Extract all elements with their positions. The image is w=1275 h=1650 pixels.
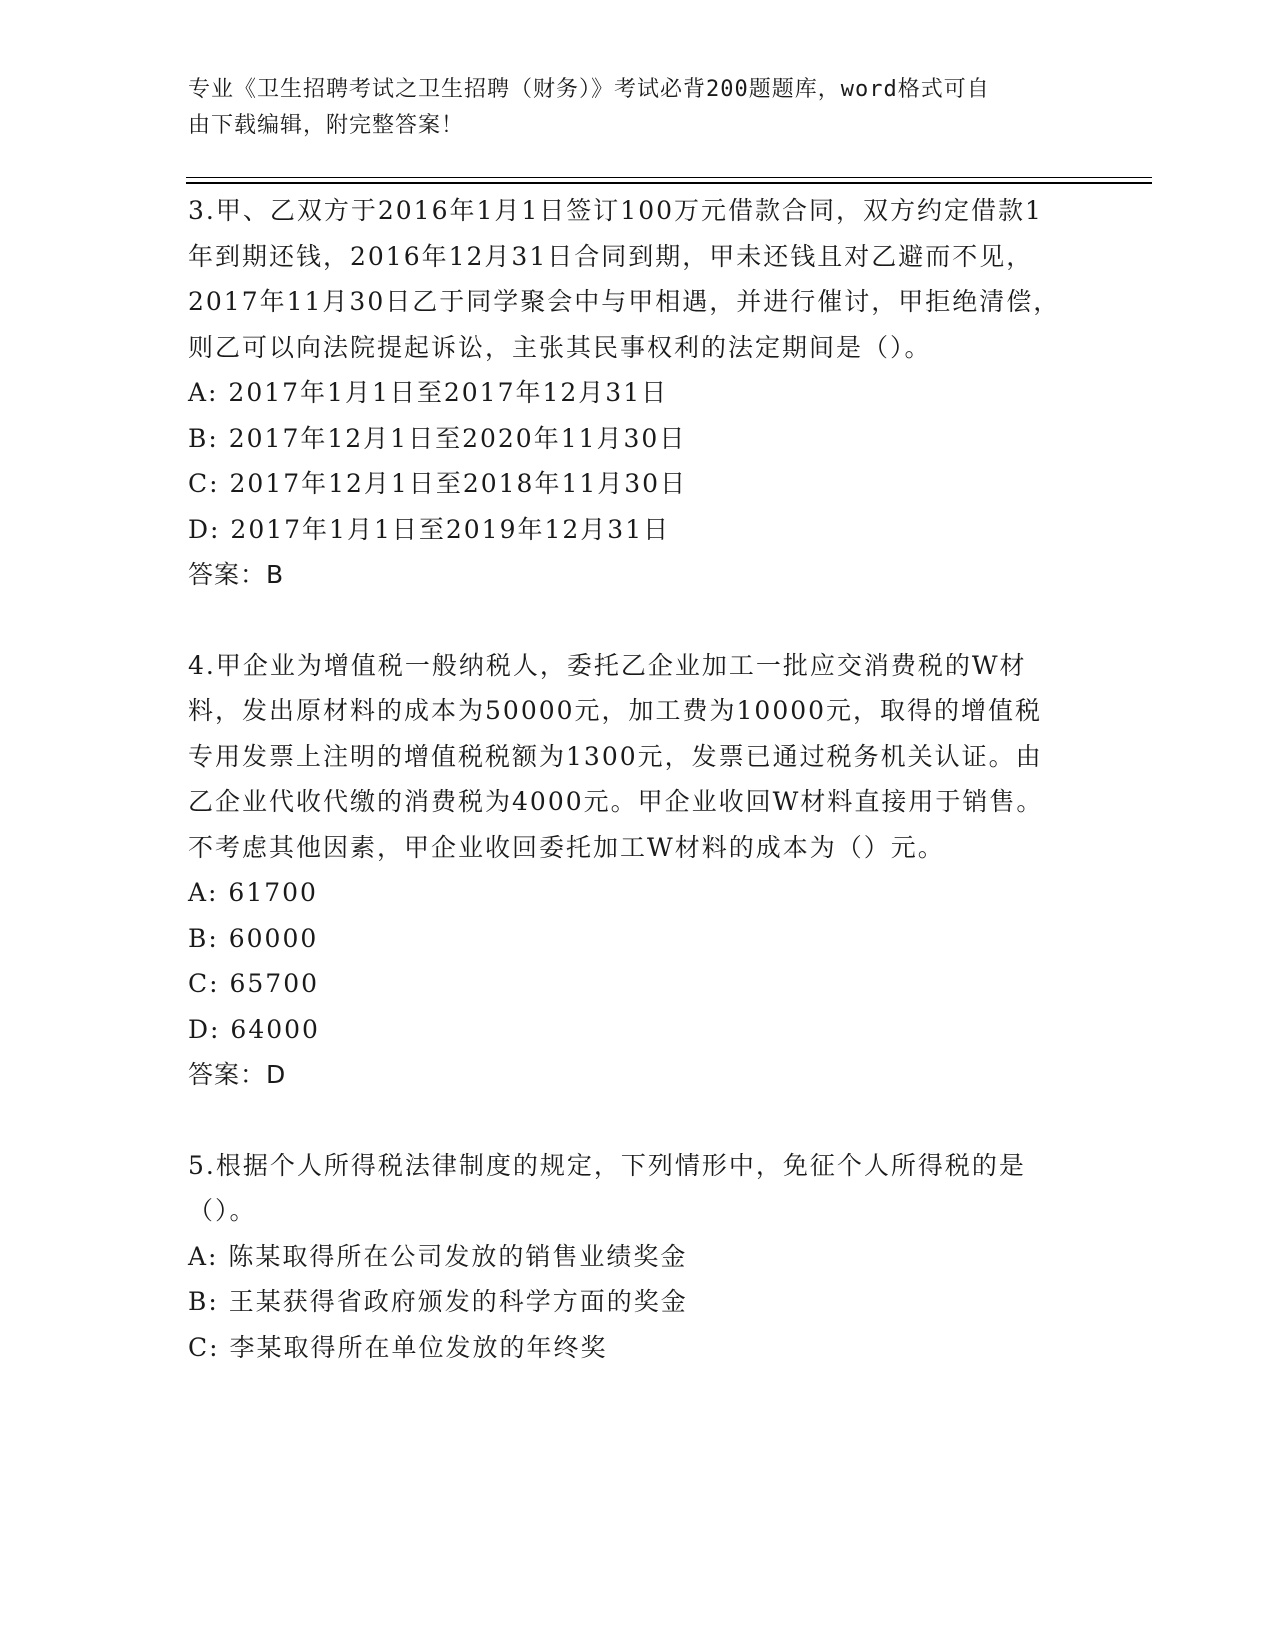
header-line-1: 专业《卫生招聘考试之卫生招聘（财务）》考试必背200题题库，word格式可自 — [188, 77, 990, 102]
option-d: D: 64000 — [188, 1014, 320, 1044]
header-line-2: 由下载编辑，附完整答案！ — [188, 113, 465, 138]
question-stem: 4.甲企业为增值税一般纳税人，委托乙企业加工一批应交消费税的W材料，发出原材料的成本为50000元，加工费为10000元，取得的增值税专用发票上注明的增值税税额为1300元，发票已通过税务机关认证。由乙企业代收代缴的消费税为4000元。甲企业收回W材料直接用于销售。不考虑其他因素，甲企业收回委托加工W材料的成本为（）元。 — [188, 650, 1044, 862]
option-d: D: 2017年1月1日至2019年12月31日 — [188, 514, 671, 544]
answer: 答案：D — [188, 1060, 287, 1089]
question-3 — [188, 188, 1068, 598]
page-header — [188, 72, 1068, 144]
option-a: A: 陈某取得所在公司发放的销售业绩奖金 — [188, 1241, 688, 1271]
question-5 — [188, 1143, 1068, 1371]
option-b: B: 2017年12月1日至2020年11月30日 — [188, 423, 687, 453]
option-a: A: 61700 — [188, 878, 318, 907]
header-divider — [186, 177, 1152, 184]
answer: 答案：B — [188, 560, 285, 589]
question-stem: 5.根据个人所得税法律制度的规定，下列情形中，免征个人所得税的是（）。 — [188, 1150, 1026, 1225]
option-b: B: 60000 — [188, 923, 319, 953]
question-stem: 3.甲、乙双方于2016年1月1日签订100万元借款合同，双方约定借款1年到期还钱，2016年12月31日合同到期，甲未还钱且对乙避而不见，2017年11月30日乙于同学聚会中与甲相遇，并进行催讨，甲拒绝清偿，则乙可以向法院提起诉讼，主张其民事权利的法定期间是（）。 — [188, 196, 1061, 362]
option-a: A: 2017年1月1日至2017年12月31日 — [188, 378, 669, 407]
option-c: C: 2017年12月1日至2018年11月30日 — [188, 469, 688, 498]
option-c: C: 李某取得所在单位发放的年终奖 — [188, 1332, 608, 1362]
question-list — [188, 188, 1068, 1370]
question-4 — [188, 643, 1068, 1098]
option-b: B: 王某获得省政府颁发的科学方面的奖金 — [188, 1287, 688, 1316]
option-c: C: 65700 — [188, 969, 320, 998]
